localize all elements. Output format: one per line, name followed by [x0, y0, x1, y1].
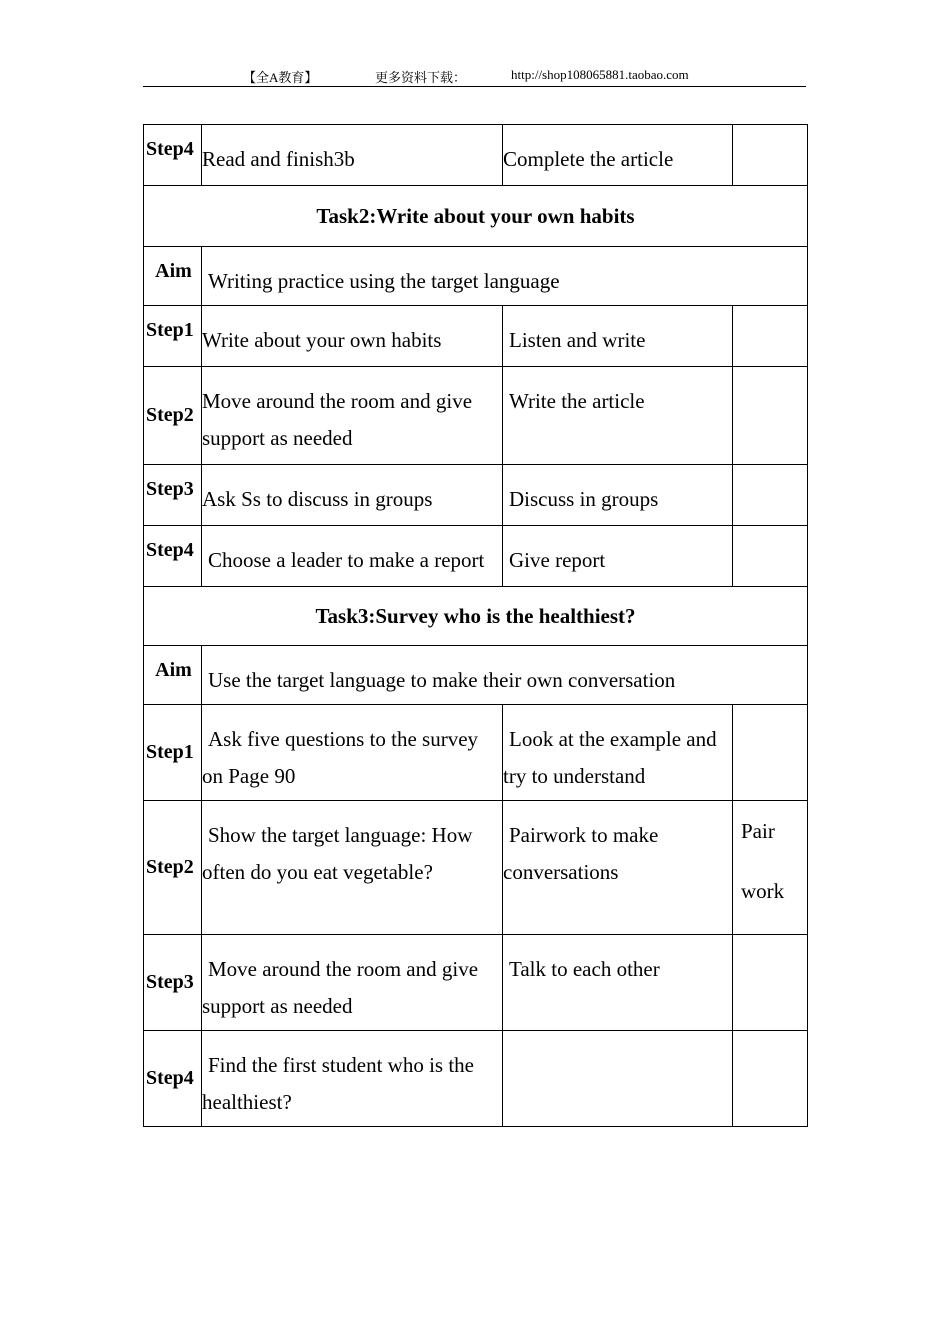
note-cell [733, 367, 808, 465]
task-title: Task2:Write about your own habits [144, 186, 808, 247]
student-activity: Discuss in groups [503, 465, 733, 526]
teacher-activity: Show the target language: How often do you eat vegetable? [202, 801, 503, 935]
teacher-activity: Choose a leader to make a report [202, 526, 503, 587]
task-title: Task3:Survey who is the healthiest? [144, 587, 808, 646]
note-cell [733, 526, 808, 587]
page-header [143, 62, 806, 87]
step-label: Step4 [144, 1031, 202, 1127]
teacher-activity: Write about your own habits [202, 306, 503, 367]
note-cell [733, 935, 808, 1031]
student-activity: Give report [503, 526, 733, 587]
step-label: Step2 [144, 367, 202, 465]
table-row [144, 935, 808, 1031]
student-activity: Complete the article [503, 125, 733, 186]
table-row [144, 705, 808, 801]
teacher-activity: Move around the room and give support as needed [202, 367, 503, 465]
step-label: Step1 [144, 306, 202, 367]
table-row [144, 1031, 808, 1127]
note-cell [733, 465, 808, 526]
table-row [144, 801, 808, 935]
teacher-activity: Move around the room and give support as needed [202, 935, 503, 1031]
task-header-row [144, 186, 808, 247]
note-line: Pair [741, 819, 775, 843]
teacher-activity: Ask Ss to discuss in groups [202, 465, 503, 526]
table-row [144, 465, 808, 526]
aim-row [144, 247, 808, 306]
note-cell [733, 705, 808, 801]
table-row [144, 367, 808, 465]
table-row [144, 526, 808, 587]
note-cell [733, 801, 808, 935]
student-activity: Pairwork to make conversations [503, 801, 733, 935]
aim-label: Aim [144, 646, 202, 705]
student-activity [503, 1031, 733, 1127]
header-url: http://shop108065881.taobao.com [511, 67, 689, 82]
step-label: Step3 [144, 465, 202, 526]
table-row [144, 125, 808, 186]
table-row [144, 306, 808, 367]
student-activity: Listen and write [503, 306, 733, 367]
student-activity: Look at the example and try to understand [503, 705, 733, 801]
header-more-downloads: 更多资料下载： [375, 70, 467, 85]
lesson-plan-table [143, 124, 808, 1127]
note-cell [733, 1031, 808, 1127]
step-label: Step4 [144, 125, 202, 186]
teacher-activity: Ask five questions to the survey on Page 90 [202, 705, 503, 801]
aim-row [144, 646, 808, 705]
student-activity: Talk to each other [503, 935, 733, 1031]
teacher-activity: Find the first student who is the healthiest? [202, 1031, 503, 1127]
aim-text: Use the target language to make their own conversation [202, 646, 808, 705]
note-line: work [741, 879, 785, 903]
student-activity: Write the article [503, 367, 733, 465]
step-label: Step4 [144, 526, 202, 587]
aim-text: Writing practice using the target language [202, 247, 808, 306]
step-label: Step2 [144, 801, 202, 935]
header-brand: 【全A教育】 [243, 70, 318, 85]
step-label: Step3 [144, 935, 202, 1031]
note-cell [733, 306, 808, 367]
note-cell [733, 125, 808, 186]
teacher-activity: Read and finish3b [202, 125, 503, 186]
aim-label: Aim [144, 247, 202, 306]
task-header-row [144, 587, 808, 646]
step-label: Step1 [144, 705, 202, 801]
